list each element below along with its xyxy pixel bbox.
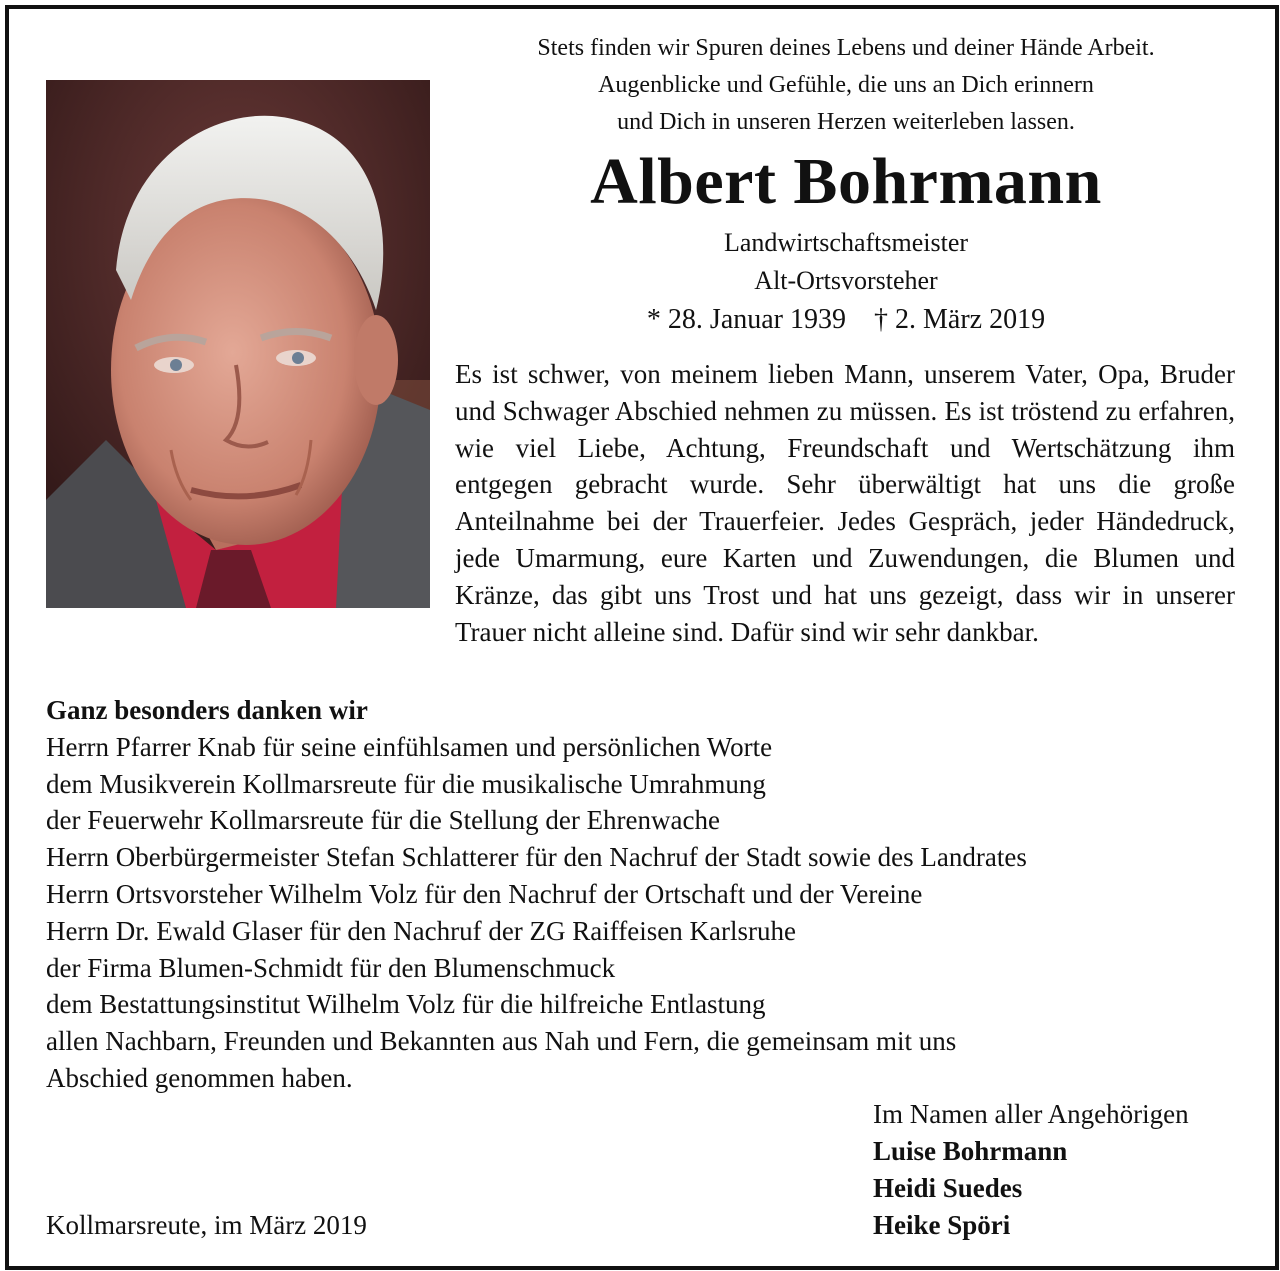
life-dates: * 28. Januar 1939 † 2. März 2019 — [646, 304, 1046, 335]
deceased-name: Albert Bohrmann — [590, 145, 1102, 218]
motto-line: und Dich in unseren Herzen weiterleben lassen. — [617, 109, 1075, 135]
motto-line: Augenblicke und Gefühle, die uns an Dich erinnern — [598, 72, 1094, 98]
thanks-line: Herrn Pfarrer Knab für seine einfühlsamen und persönlichen Worte — [46, 731, 773, 762]
motto-line: Stets finden wir Spuren deines Lebens und deiner Hände Arbeit. — [537, 35, 1155, 61]
thanks-line: Herrn Dr. Ewald Glaser für den Nachruf der ZG Raiffeisen Karlsruhe — [46, 915, 796, 946]
signature-block — [873, 1096, 1263, 1244]
thanks-section — [46, 692, 1246, 1097]
family-name: Heidi Suedes — [873, 1173, 1023, 1203]
deceased-titles — [458, 224, 1234, 300]
portrait-photo — [46, 80, 430, 608]
family-name: Heike Spöri — [873, 1210, 1011, 1240]
motto-verse — [458, 30, 1234, 141]
title-line: Landwirtschaftsmeister — [723, 228, 969, 257]
family-name: Luise Bohrmann — [873, 1136, 1068, 1166]
thanks-line: Abschied genommen haben. — [46, 1062, 353, 1093]
thanks-line: allen Nachbarn, Freunden und Bekannten aus Nah und Fern, die gemeinsam mit uns — [46, 1026, 957, 1057]
place-date: Kollmarsreute, im März 2019 — [46, 1210, 367, 1240]
thanks-line: der Feuerwehr Kollmarsreute für die Stellung der Ehrenwache — [46, 805, 720, 836]
thanks-line: dem Musikverein Kollmarsreute für die musikalische Umrahmung — [46, 768, 766, 799]
thanks-line: der Firma Blumen-Schmidt für den Blumenschmuck — [46, 952, 616, 983]
thanks-line: dem Bestattungsinstitut Wilhelm Volz für die hilfreiche Entlastung — [46, 989, 766, 1020]
title-line: Alt-Ortsvorsteher — [754, 266, 938, 295]
thanks-line: Herrn Ortsvorsteher Wilhelm Volz für den Nachruf der Ortschaft und der Vereine — [46, 878, 923, 909]
thanks-heading: Ganz besonders danken wir — [46, 695, 368, 725]
intro-paragraph: Es ist schwer, von meinem lieben Mann, unserem Vater, Opa, Bruder und Schwager Abschied nehmen zu müssen. Es ist tröstend zu erfahren, wie viel Liebe, Achtung, Freundschaft und Wertschätzung ihm entgegen gebracht wurde. Sehr überwältigt hat uns die große Anteilnahme bei der Trauerfeier. Jedes Gespräch, jeder Händedruck, jede Umarmung, eure Karten und Zuwendungen, die Blumen und Kränze, das gibt uns Trost und hat uns gezeigt, dass wir in unserer Trauer nicht alleine sind. Dafür sind wir sehr dankbar. — [455, 359, 1235, 647]
thanks-line: Herrn Oberbürgermeister Stefan Schlatterer für den Nachruf der Stadt sowie des Landrates — [46, 842, 1027, 873]
signature-intro: Im Namen aller Angehörigen — [873, 1099, 1189, 1129]
